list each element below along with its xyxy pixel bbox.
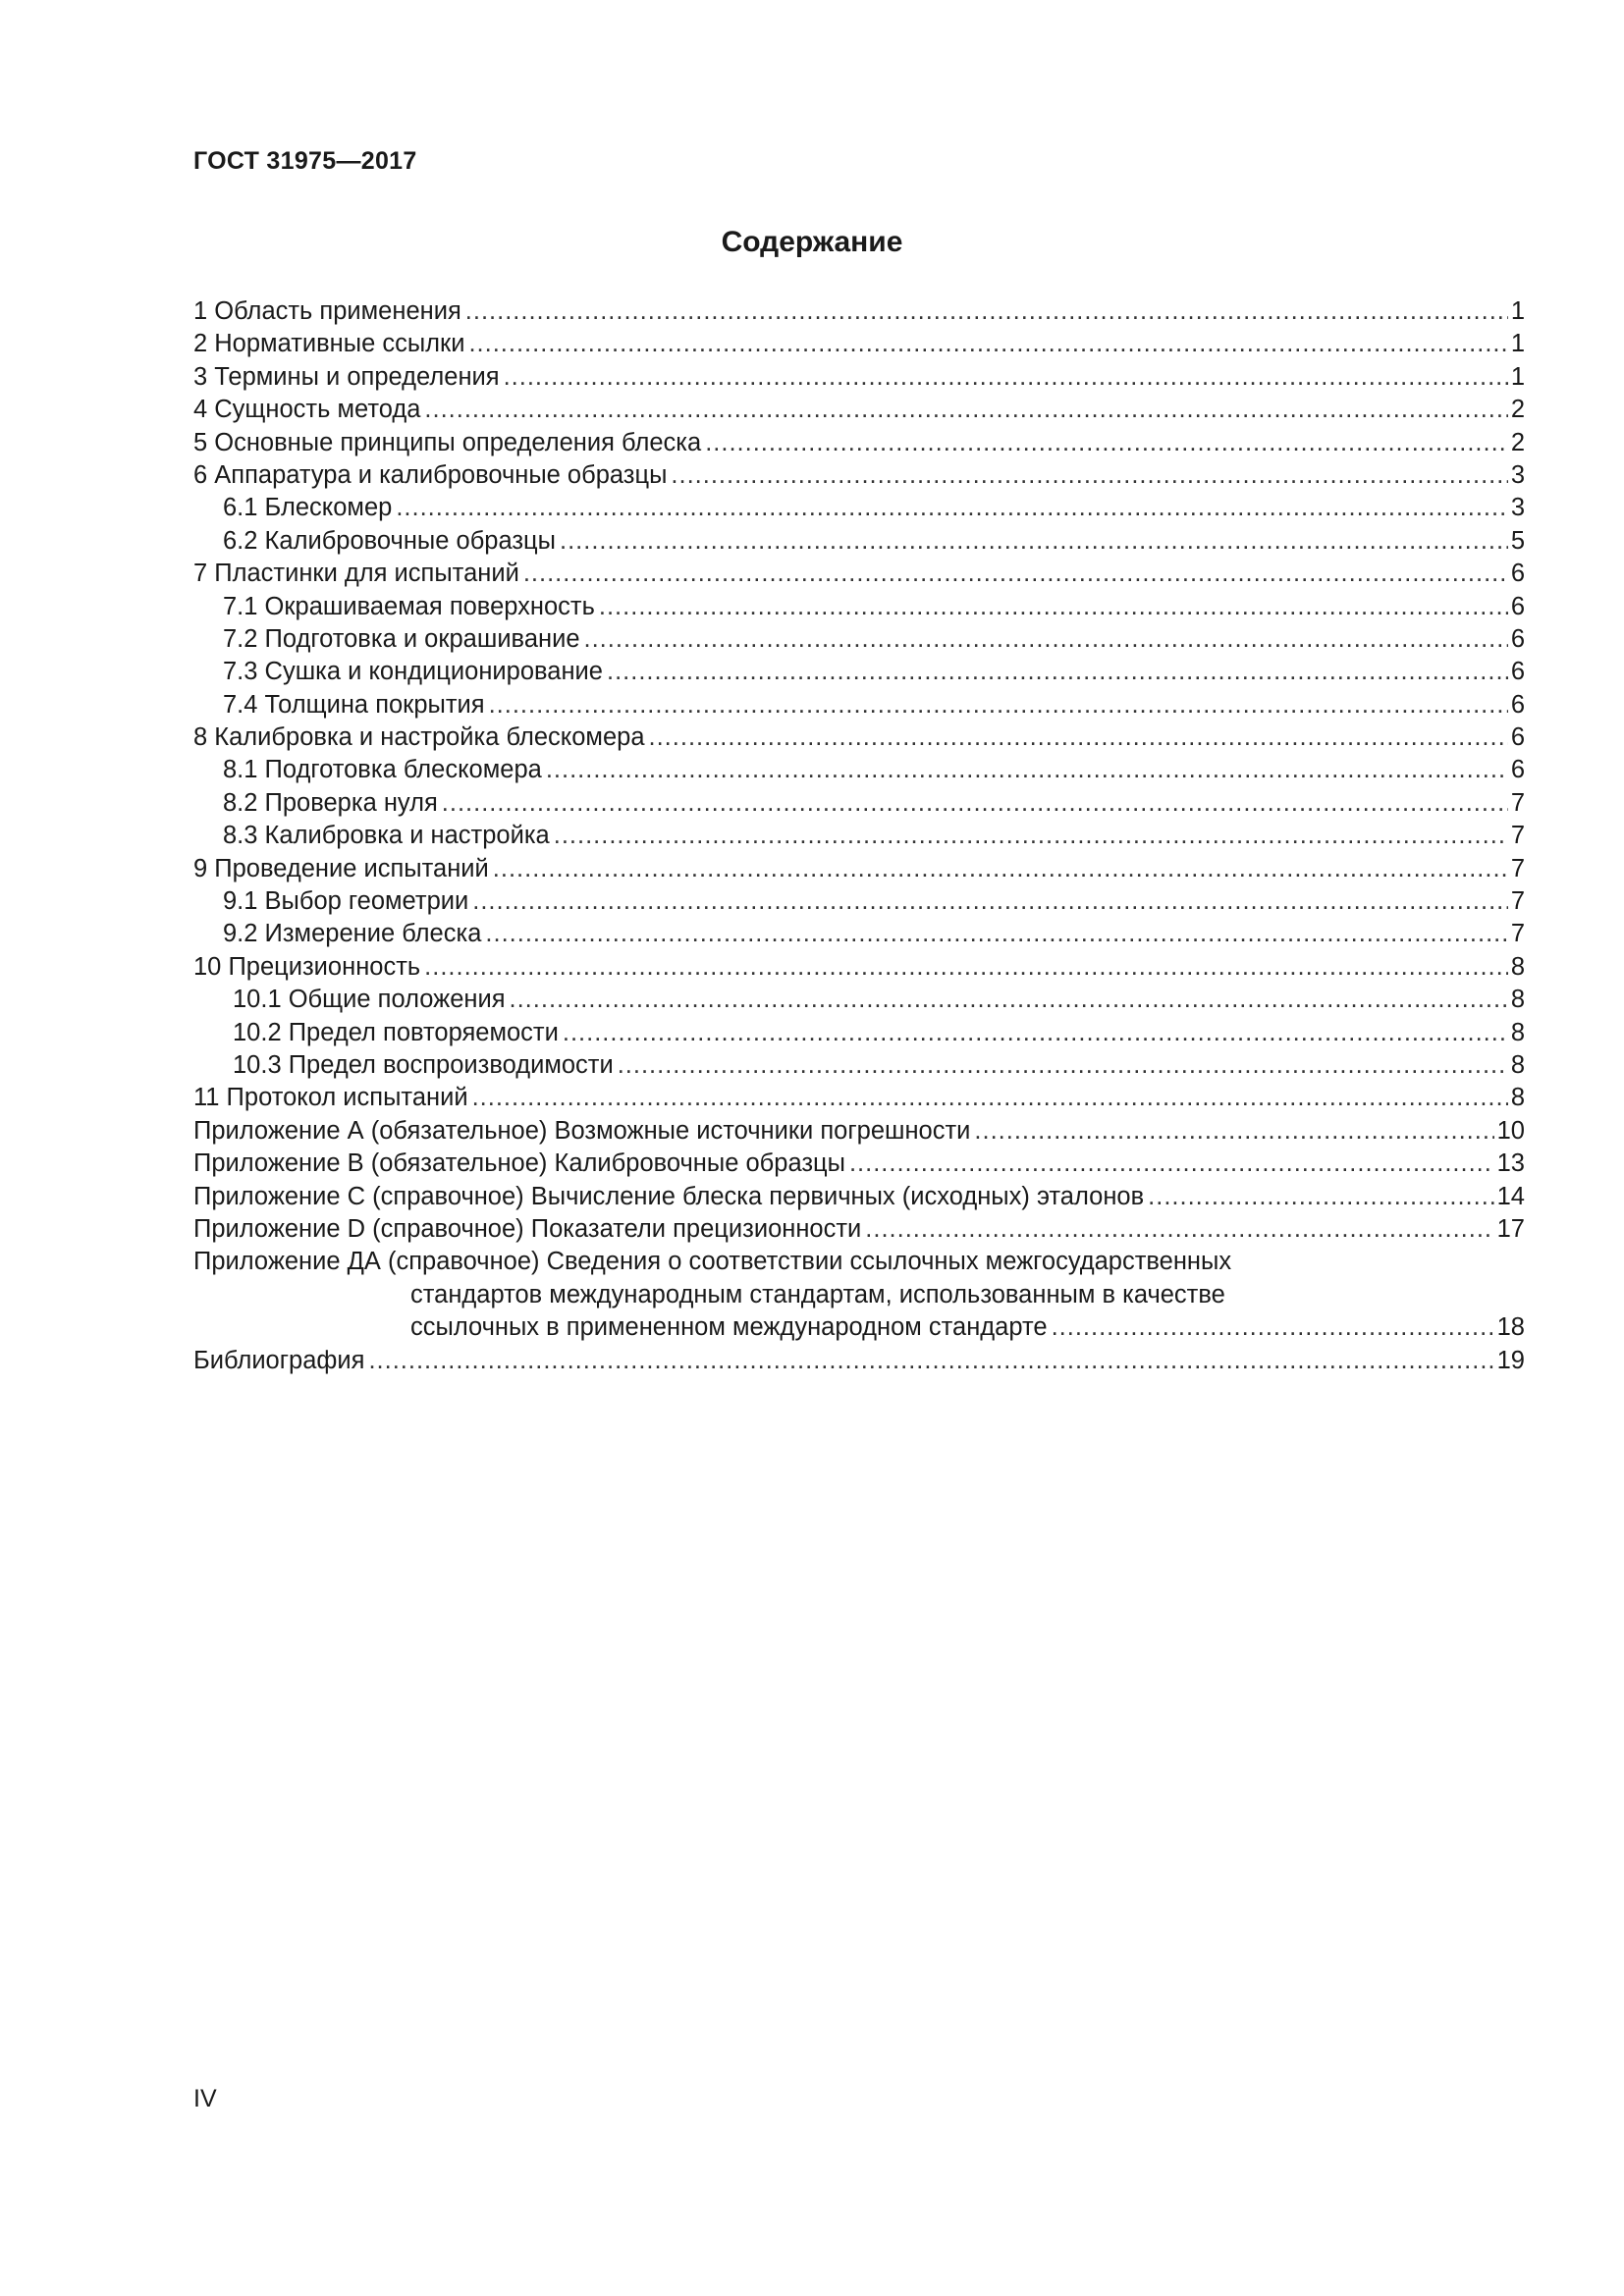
dot-leader <box>504 361 1508 394</box>
toc-entry-label: Библиография <box>193 1346 365 1374</box>
dot-leader <box>493 853 1508 885</box>
dot-leader <box>560 525 1508 558</box>
toc-entry-label: 10.1 Общие положения <box>233 986 506 1014</box>
toc-entry[interactable] <box>193 492 1525 524</box>
toc-entry[interactable] <box>193 328 1525 360</box>
toc-entry-page: 6 <box>1510 658 1525 686</box>
toc-entry[interactable] <box>193 1246 1525 1278</box>
toc-entry-label: Приложение ДА (справочное) Сведения о соответствии ссылочных межгосударственных <box>193 1248 1232 1276</box>
toc-entry[interactable] <box>193 1148 1525 1180</box>
toc-entry-label: 8 Калибровка и настройка блескомера <box>193 723 645 752</box>
toc-entry[interactable] <box>193 918 1525 950</box>
dot-leader <box>865 1213 1493 1246</box>
table-of-contents <box>193 295 1525 1377</box>
toc-entry-page: 8 <box>1510 1050 1525 1079</box>
toc-entry-page: 1 <box>1510 297 1525 325</box>
toc-entry-label: стандартов международным стандартам, использованным в качестве <box>410 1280 1225 1308</box>
toc-entry-label: 8.3 Калибровка и настройка <box>223 822 550 850</box>
toc-entry-label: 7.2 Подготовка и окрашивание <box>223 624 580 653</box>
dot-leader <box>468 328 1507 360</box>
toc-entry-page: 7 <box>1510 854 1525 882</box>
toc-entry-label: 9 Проведение испытаний <box>193 854 489 882</box>
toc-entry-page: 6 <box>1510 756 1525 784</box>
toc-entry-page: 8 <box>1510 1018 1525 1046</box>
toc-entry[interactable] <box>193 1213 1525 1246</box>
toc-entry-page: 2 <box>1510 396 1525 424</box>
toc-entry-label: 10.3 Предел воспроизводимости <box>233 1050 614 1079</box>
toc-entry-label: 5 Основные принципы определения блеска <box>193 428 702 456</box>
toc-entry-page: 1 <box>1510 330 1525 358</box>
toc-entry-page: 7 <box>1510 887 1525 916</box>
toc-entry[interactable] <box>193 885 1525 918</box>
dot-leader <box>442 787 1508 820</box>
toc-entry-label: 10.2 Предел повторяемости <box>233 1018 559 1046</box>
dot-leader <box>546 754 1508 786</box>
toc-entry-page: 17 <box>1496 1214 1525 1243</box>
toc-entry-page: 8 <box>1510 1084 1525 1112</box>
dot-leader <box>396 492 1508 524</box>
toc-entry-continuation[interactable] <box>193 1311 1525 1344</box>
toc-entry-page: 5 <box>1510 526 1525 555</box>
toc-entry-label: ссылочных в примененном международном стандарте <box>410 1313 1048 1342</box>
toc-entry-label: 4 Сущность метода <box>193 396 421 424</box>
toc-entry-label: 11 Протокол испытаний <box>193 1084 468 1112</box>
toc-entry[interactable] <box>193 558 1525 590</box>
dot-leader <box>599 591 1508 623</box>
toc-entry[interactable] <box>193 295 1525 328</box>
toc-entry[interactable] <box>193 787 1525 820</box>
toc-entry-continuation[interactable] <box>193 1279 1525 1311</box>
toc-entry[interactable] <box>193 427 1525 459</box>
dot-leader <box>554 820 1508 852</box>
toc-entry-page: 2 <box>1510 428 1525 456</box>
toc-entry[interactable] <box>193 951 1525 984</box>
toc-entry-page: 6 <box>1510 723 1525 752</box>
dot-leader <box>618 1049 1508 1082</box>
dot-leader <box>485 918 1507 950</box>
toc-entry[interactable] <box>193 1049 1525 1082</box>
toc-entry[interactable] <box>193 1115 1525 1148</box>
toc-entry-label: 7.1 Окрашиваемая поверхность <box>223 592 595 620</box>
toc-entry[interactable] <box>193 1345 1525 1377</box>
dot-leader <box>424 951 1508 984</box>
toc-entry[interactable] <box>193 1017 1525 1049</box>
dot-leader <box>649 721 1508 754</box>
toc-entry-label: 1 Область применения <box>193 297 461 325</box>
page-number: IV <box>193 2085 217 2112</box>
toc-entry-page: 6 <box>1510 690 1525 719</box>
toc-entry[interactable] <box>193 591 1525 623</box>
toc-entry-page: 7 <box>1510 822 1525 850</box>
dot-leader <box>424 394 1507 426</box>
toc-entry[interactable] <box>193 361 1525 394</box>
dot-leader <box>472 885 1508 918</box>
toc-entry[interactable] <box>193 394 1525 426</box>
toc-entry-page: 8 <box>1510 986 1525 1014</box>
dot-leader <box>489 689 1508 721</box>
toc-entry[interactable] <box>193 623 1525 656</box>
toc-entry[interactable] <box>193 689 1525 721</box>
toc-entry-label: 9.1 Выбор геометрии <box>223 887 469 916</box>
dot-leader <box>1148 1181 1493 1213</box>
toc-entry[interactable] <box>193 754 1525 786</box>
toc-entry-label: 6.1 Блескомер <box>223 494 393 522</box>
toc-entry-label: 8.2 Проверка нуля <box>223 788 438 817</box>
toc-entry-label: 7.4 Толщина покрытия <box>223 690 485 719</box>
toc-entry-label: 3 Термины и определения <box>193 362 500 391</box>
toc-entry[interactable] <box>193 459 1525 492</box>
toc-entry-page: 10 <box>1496 1116 1525 1145</box>
dot-leader <box>465 295 1508 328</box>
toc-entry-page: 6 <box>1510 624 1525 653</box>
toc-entry-label: Приложение С (справочное) Вычисление блеска первичных (исходных) эталонов <box>193 1182 1145 1210</box>
toc-entry-label: 6 Аппаратура и калибровочные образцы <box>193 460 668 489</box>
toc-entry[interactable] <box>193 1082 1525 1114</box>
dot-leader <box>368 1345 1493 1377</box>
toc-entry-page: 3 <box>1510 494 1525 522</box>
dot-leader <box>705 427 1508 459</box>
toc-entry-label: 7.3 Сушка и кондиционирование <box>223 658 603 686</box>
dot-leader <box>563 1017 1508 1049</box>
toc-entry-label: 9.2 Измерение блеска <box>223 920 482 948</box>
toc-entry-page: 6 <box>1510 592 1525 620</box>
toc-entry-page: 3 <box>1510 460 1525 489</box>
toc-entry-label: 7 Пластинки для испытаний <box>193 560 519 588</box>
toc-entry-page: 6 <box>1510 560 1525 588</box>
toc-entry-label: 6.2 Калибровочные образцы <box>223 526 556 555</box>
toc-entry-page: 19 <box>1496 1346 1525 1374</box>
toc-entry-page: 18 <box>1496 1313 1525 1342</box>
toc-entry[interactable] <box>193 820 1525 852</box>
toc-entry-page: 14 <box>1496 1182 1525 1210</box>
dot-leader <box>584 623 1508 656</box>
dot-leader <box>607 656 1508 688</box>
dot-leader <box>1052 1311 1494 1344</box>
toc-entry[interactable] <box>193 984 1525 1016</box>
toc-entry-page: 1 <box>1510 362 1525 391</box>
dot-leader <box>849 1148 1494 1180</box>
toc-entry-label: 2 Нормативные ссылки <box>193 330 465 358</box>
toc-entry[interactable] <box>193 656 1525 688</box>
toc-entry-label: 8.1 Подготовка блескомера <box>223 756 542 784</box>
toc-entry-label: Приложение D (справочное) Показатели прецизионности <box>193 1214 862 1243</box>
toc-entry-page: 7 <box>1510 920 1525 948</box>
toc-entry[interactable] <box>193 525 1525 558</box>
toc-title: Содержание <box>721 226 903 258</box>
toc-entry[interactable] <box>193 1181 1525 1213</box>
toc-entry-page: 8 <box>1510 952 1525 981</box>
toc-entry-label: 10 Прецизионность <box>193 952 421 981</box>
toc-entry-page: 13 <box>1496 1149 1525 1178</box>
toc-entry[interactable] <box>193 721 1525 754</box>
toc-entry[interactable] <box>193 853 1525 885</box>
toc-entry-label: Приложение А (обязательное) Возможные источники погрешности <box>193 1116 971 1145</box>
dot-leader <box>974 1115 1493 1148</box>
dot-leader <box>510 984 1508 1016</box>
toc-entry-label: Приложение В (обязательное) Калибровочные образцы <box>193 1149 845 1178</box>
dot-leader <box>523 558 1508 590</box>
toc-entry-page: 7 <box>1510 788 1525 817</box>
document-code: ГОСТ 31975—2017 <box>193 147 417 175</box>
dot-leader <box>472 1082 1508 1114</box>
dot-leader <box>671 459 1507 492</box>
